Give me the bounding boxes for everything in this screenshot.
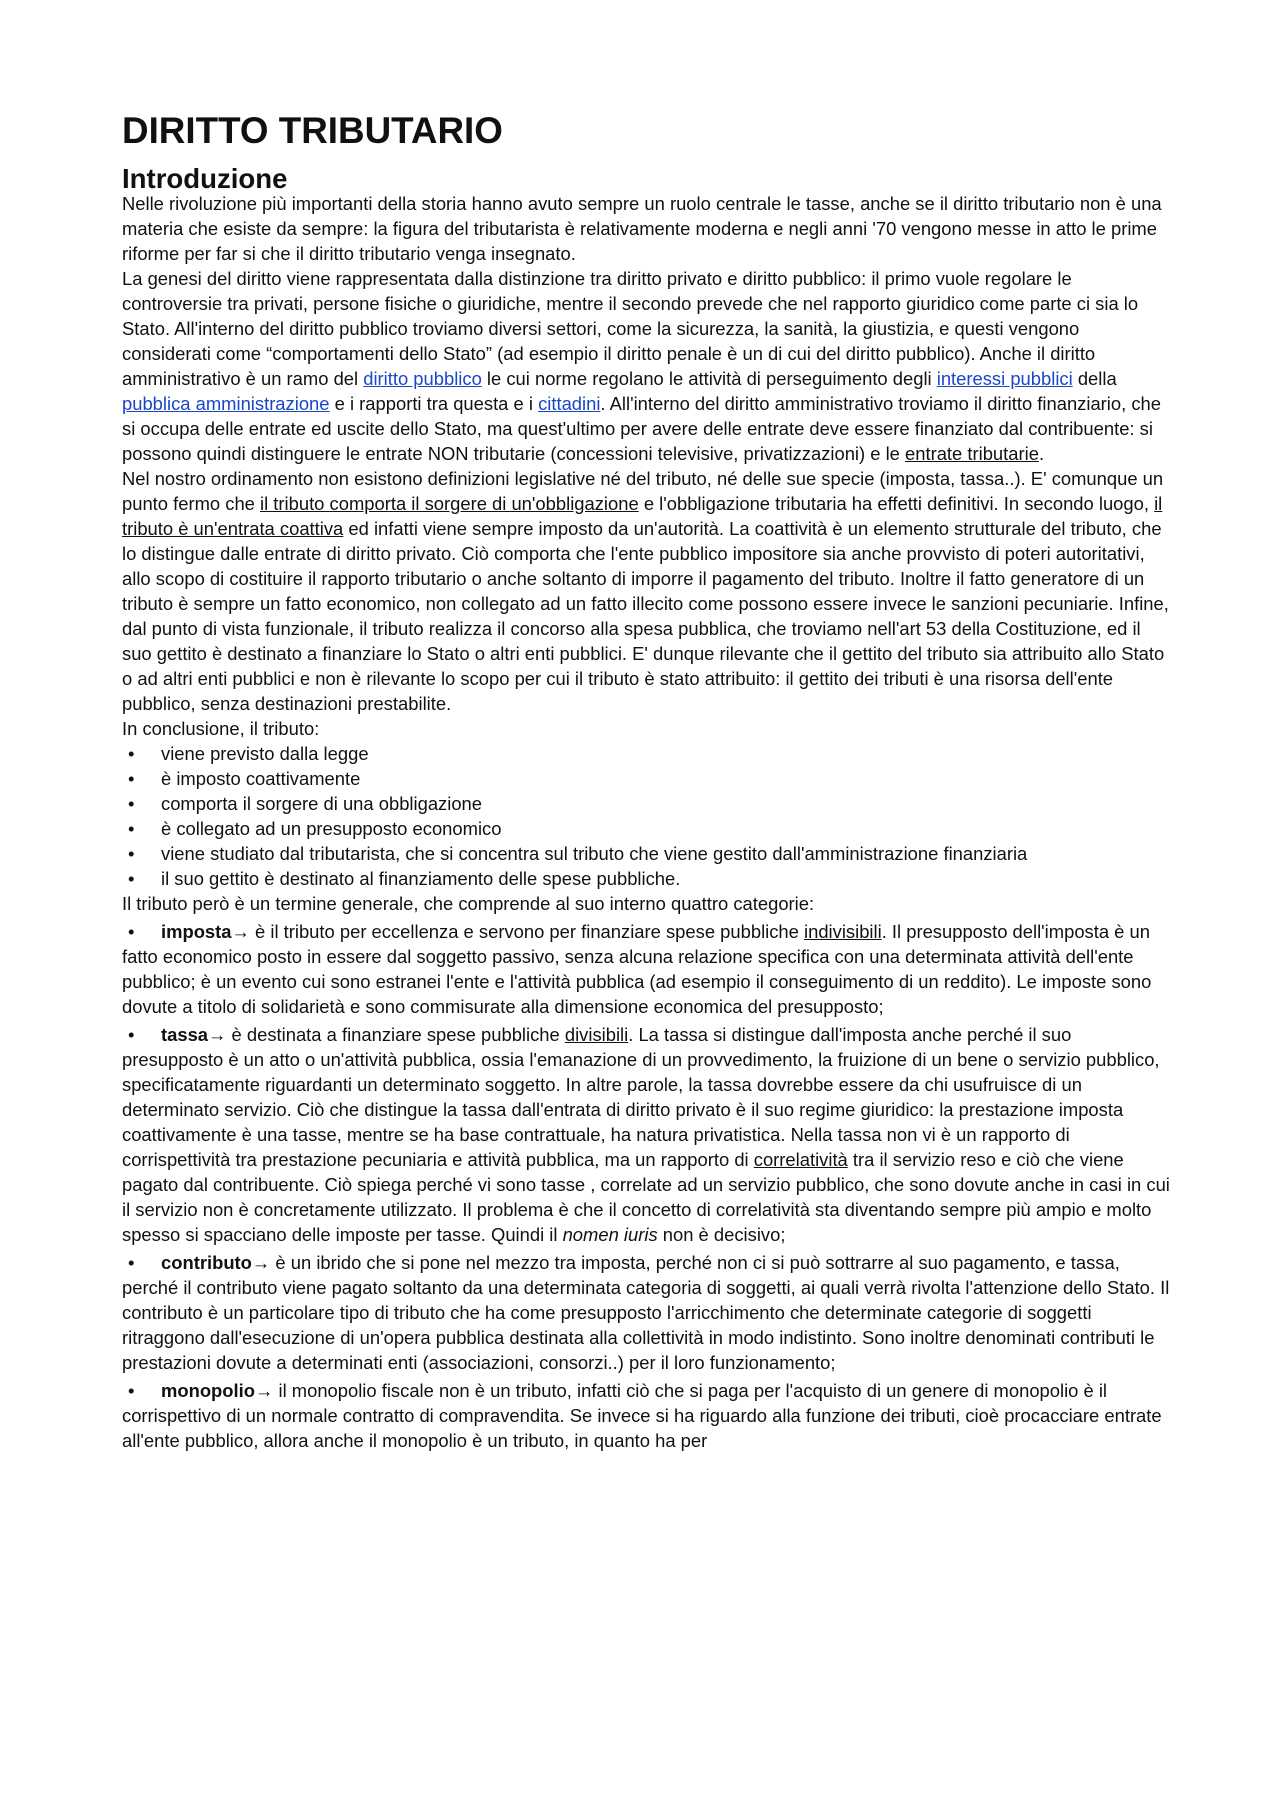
bullet-icon: • [128,1252,135,1273]
underlined-entrata-coattiva: il tributo è un'entrata coattiva [122,493,1163,539]
text-run: La genesi del diritto viene rappresentata dalla distinzione tra diritto privato e diritto pubblico: il primo vuole regolare le controversie tra privati, persone fisiche o giuridiche, mentre il secondo prevede che nel rapporto giuridico come parte ci sia lo Stato. All'interno del diritto pubblico troviamo diversi settori, come la sicurezza, la sanità, la giustizia, e questi vengono considerati come “comportamenti dello Stato” (ad esempio il diritto penale è un di cui del diritto pubblico). Anche il diritto amministrativo è un ramo del [122,268,1139,389]
underlined-obbligazione: il tributo comporta il sorgere di un'obbligazione [260,493,639,514]
text-run: Nel nostro ordinamento non esistono definizioni legislative né del tributo, né delle sue specie (imposta, tassa..). E' comunque un punto fermo che [122,468,1164,514]
text-run: e l'obbligazione tributaria ha effetti definitivi. In secondo luogo, [638,493,1155,514]
category-tassa [122,1022,1170,1247]
paragraph-conclusione: In conclusione, il tributo: [122,718,320,739]
text-run: il monopolio fiscale non è un tributo, infatti ciò che si paga per l'acquisto di un genere di monopolio è il corrispettivo di un normale contratto di compravendita. Se invece si ha riguardo alla funzione dei tributi, cioè procacciare entrate all'ente pubblico, allora anche il monopolio è un tributo, in quanto ha per [122,1380,1162,1451]
category-contributo [122,1250,1170,1375]
bullet-icon: • [128,818,135,839]
conclusion-list [122,741,1170,891]
list-item-text: viene previsto dalla legge [161,743,369,764]
paragraph-intro: Nelle rivoluzione più importanti della storia hanno avuto sempre un ruolo centrale le tasse, anche se il diritto tributario non è una materia che esiste da sempre: la figura del tributarista è relativamente moderna e negli anni '70 vengono messe in atto le prime riforme per far si che il diritto tributario venga insegnato. [122,193,1162,264]
text-run: della [1072,368,1117,389]
link-cittadini[interactable]: cittadini [538,393,601,414]
arrow-icon: → [251,1252,271,1273]
text-run: e i rapporti tra questa e i [329,393,539,414]
category-monopolio [122,1378,1170,1453]
categories-list [122,919,1170,1453]
bullet-icon: • [128,868,135,889]
bullet-icon: • [128,1024,135,1045]
section-title: Introduzione [122,163,288,194]
text-run: . All'interno del diritto amministrativo troviamo il diritto finanziario, che si occupa delle entrate ed uscite dello Stato, ma quest'ultimo per avere delle entrate deve essere finanziato dal contribuente: si possono quindi distinguere le entrate NON tributarie (concessioni televisive, privatizzazioni) e le [122,393,1161,464]
term-label: contributo [161,1252,252,1273]
list-item [122,741,1170,766]
list-item-text: comporta il sorgere di una obbligazione [161,793,483,814]
arrow-icon: → [231,921,250,942]
bullet-icon: • [128,793,135,814]
link-interessi-pubblici[interactable]: interessi pubblici [936,368,1073,389]
italic-nomen-iuris: nomen iuris [562,1224,658,1245]
text-run: . Il presupposto dell'imposta è un fatto economico posto in essere dal soggetto passivo, senza alcuna relazione specifica con una determinata attività dell'ente pubblico; è un evento cui sono estranei l'ente e l'attività pubblica (ad esempio il conseguimento di un reddito). Le imposte sono dovute a titolo di solidarietà e sono commisurate alla dimensione economica del presupposto; [122,921,1152,1017]
document-title: DIRITTO TRIBUTARIO [122,110,503,151]
text-run: è destinata a finanziare spese pubbliche [226,1024,565,1045]
category-imposta [122,919,1170,1019]
term-label: imposta [161,921,232,942]
bullet-icon: • [128,743,135,764]
list-item [122,766,1170,791]
term-label: tassa [161,1024,209,1045]
text-run: ed infatti viene sempre imposto da un'autorità. La coattività è un elemento strutturale del tributo, che lo distingue dalle entrate di diritto privato. Ciò comporta che l'ente pubblico impositore sia anche provvisto di poteri autoritativi, allo scopo di costituire il rapporto tributario o anche soltanto di imporre il pagamento del tributo. Inoltre il fatto generatore di un tributo è sempre un fatto economico, non collegato ad un fatto illecito come possono essere invece le sanzioni pecuniarie. Infine, dal punto di vista funzionale, il tributo realizza il concorso alla spesa pubblica, che troviamo nell'art 53 della Costituzione, ed il suo gettito è destinato a finanziare lo Stato o altri enti pubblici. E' dunque rilevante che il gettito del tributo sia attribuito allo Stato o ad altri enti pubblici e non è rilevante lo scopo per cui il tributo è stato attribuito: il gettito dei tributi è una risorsa dell'ente pubblico, senza destinazioni prestabilite. [122,518,1169,714]
paragraph-ordinamento [122,466,1170,716]
list-item-text: il suo gettito è destinato al finanziamento delle spese pubbliche. [161,868,681,889]
underlined-entrate-tributarie: entrate tributarie [905,443,1039,464]
text-run: tra il servizio reso e ciò che viene pagato dal contribuente. Ciò spiega perché vi sono tasse , correlate ad un servizio pubblico, che sono dovute anche in casi in cui il servizio non è concretamente utilizzato. Il problema è che il concetto di correlatività sta diventando sempre più ampio e molto spesso si spacciano delle imposte per tasse. Quindi il [122,1149,1170,1245]
list-item-text: è imposto coattivamente [161,768,361,789]
underlined-correlativita: correlatività [753,1149,848,1170]
list-item [122,866,1170,891]
text-run: le cui norme regolano le attività di perseguimento degli [481,368,937,389]
paragraph-genesis [122,266,1170,466]
text-run: non è decisivo; [657,1224,786,1245]
link-diritto-pubblico[interactable]: diritto pubblico [363,368,482,389]
text-run: è il tributo per eccellenza e servono per finanziare spese pubbliche [249,921,804,942]
link-pubblica-amministrazione[interactable]: pubblica amministrazione [122,393,330,414]
underlined-divisibili: divisibili [564,1024,629,1045]
list-item [122,816,1170,841]
bullet-icon: • [128,843,135,864]
text-run: è un ibrido che si pone nel mezzo tra imposta, perché non ci si può sottrarre al suo pagamento, e tassa, perché il contributo viene pagato soltanto da una determinata categoria di soggetti, ai quali verrà rivolta l'attenzione dello Stato. Il contributo è un particolare tipo di tributo che ha come presupposto l'arricchimento che determinate categorie di soggetti ritraggono dall'esecuzione di un'opera pubblica destinata alla collettività in modo indistinto. Sono inoltre denominati contributi le prestazioni dovute a determinati enti (associazioni, consorzi..) per il loro funzionamento; [122,1252,1170,1373]
arrow-icon: → [208,1024,227,1045]
bullet-icon: • [128,1380,135,1401]
list-item [122,791,1170,816]
text-run: . La tassa si distingue dall'imposta anche perché il suo presupposto è un atto o un'attività pubblica, ossia l'emanazione di un provvedimento, la fruizione di un bene o servizio pubblico, specificatamente riguardanti un determinato soggetto. In altre parole, la tassa dovrebbe essere da chi usufruisce di un determinato servizio. Ciò che distingue la tassa dall'entrata di diritto privato è il suo regime giuridico: la prestazione imposta coattivamente è una tasse, mentre se ha base contrattuale, ha natura privatistica. Nella tassa non vi è un rapporto di corrispettività tra prestazione pecuniaria e attività pubblica, ma un rapporto di [122,1024,1160,1170]
list-item-text: viene studiato dal tributarista, che si concentra sul tributo che viene gestito dall'amministrazione finanziaria [161,843,1028,864]
bullet-icon: • [128,921,135,942]
underlined-indivisibili: indivisibili [804,921,882,942]
text-run: . [1038,443,1045,464]
paragraph-categorie: Il tributo però è un termine generale, che comprende al suo interno quattro categorie: [122,893,815,914]
bullet-icon: • [128,768,135,789]
term-label: monopolio [161,1380,255,1401]
arrow-icon: → [254,1380,274,1401]
list-item-text: è collegato ad un presupposto economico [161,818,502,839]
list-item [122,841,1170,866]
